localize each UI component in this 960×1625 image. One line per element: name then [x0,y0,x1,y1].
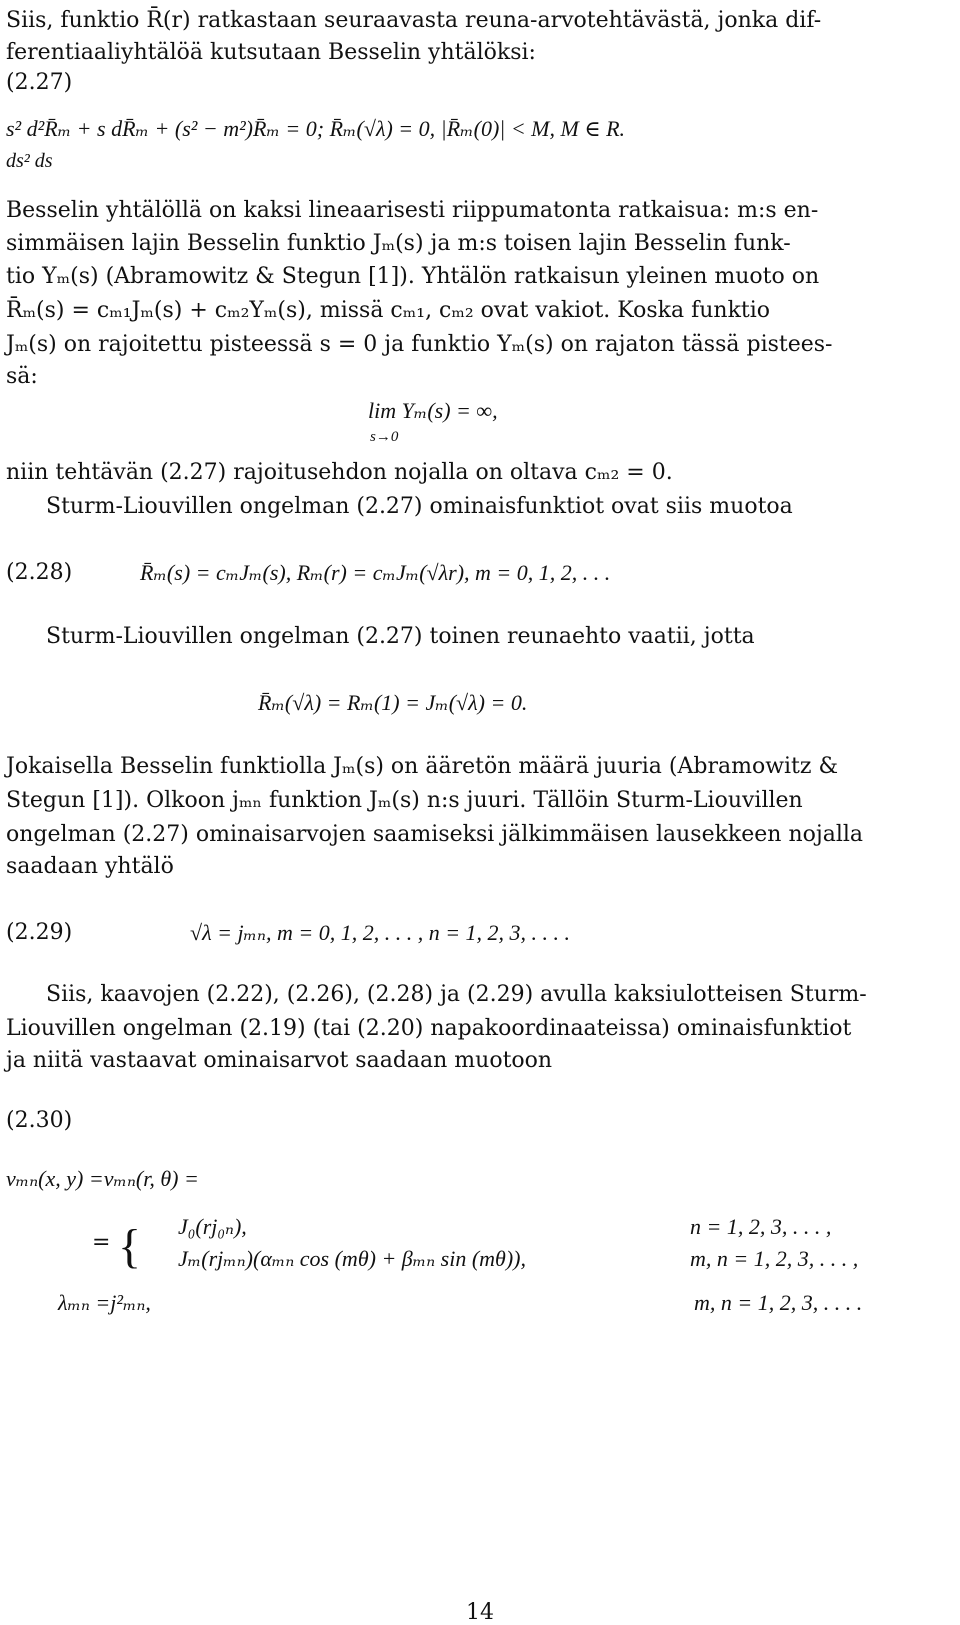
text-line: Siis, funktio R̄(r) ratkastaan seuraavasta reuna-arvotehtävästä, jonka dif- [6,8,822,33]
text-line: simmäisen lajin Besselin funktio Jₘ(s) ja m:s toisen lajin Besselin funk- [6,231,791,256]
text-line: R̄ₘ(s) = cₘ₁Jₘ(s) + cₘ₂Yₘ(s), missä cₘ₁, cₘ₂ ovat vakiot. Koska funktio [6,298,771,323]
case-1: J₀(rj₀ₙ), [178,1214,247,1239]
text-line: ferentiaaliyhtälöä kutsutaan Besselin yhtälöksi: [6,40,536,65]
case-1-condition: n = 1, 2, 3, . . . , [690,1214,832,1239]
eigenvalue-condition: m, n = 1, 2, 3, . . . . [694,1290,863,1315]
case-2: Jₘ(rjₘₙ)(αₘₙ cos (mθ) + βₘₙ sin (mθ)), [178,1246,527,1271]
equation-denominators: ds² ds [6,150,53,172]
text-line: saadaan yhtälö [6,854,174,879]
text-line: ja niitä vastaavat ominaisarvot saadaan muotoon [6,1048,553,1073]
equation-label: (2.27) [6,70,73,95]
brace-symbol: { [118,1220,142,1273]
text-line: Stegun [1]). Olkoon jₘₙ funktion Jₘ(s) n:s juuri. Tällöin Sturm-Liouvillen [6,788,803,813]
text-line: Jokaisella Besselin funktiolla Jₘ(s) on ääretön määrä juuria (Abramowitz & [6,754,839,779]
text-line: Siis, kaavojen (2.22), (2.26), (2.28) ja (2.29) avulla kaksiulotteisen Sturm- [46,982,867,1007]
paragraph-boundary: Sturm-Liouvillen ongelman (2.27) toinen reunaehto vaatii, jotta [46,624,755,649]
text-line: tio Yₘ(s) (Abramowitz & Stegun [1]). Yhtälön ratkaisun yleinen muoto on [6,264,820,289]
equation-subscript: s→0 [370,429,399,445]
equation-body: R̄ₘ(s) = cₘJₘ(s), Rₘ(r) = cₘJₘ(√λr), m = 0, 1, 2, . . . [140,560,611,585]
page-number: 14 [466,1600,494,1625]
text-line: Liouvillen ongelman (2.19) (tai (2.20) napakoordinaateissa) ominaisfunktiot [6,1016,852,1041]
text-line: Besselin yhtälöllä on kaksi lineaarisesti riippumatonta ratkaisua: m:s en- [6,198,819,223]
equation-body: s² d²R̄ₘ + s dR̄ₘ + (s² − m²)R̄ₘ = 0; R̄ₘ(√λ) = 0, |R̄ₘ(0)| < M, M ∈ R. [6,116,626,141]
equation-line: vₘₙ(x, y) =vₘₙ(r, θ) = [6,1166,199,1191]
text-line: Sturm-Liouvillen ongelman (2.27) ominaisfunktiot ovat siis muotoa [46,494,793,519]
equation-label: (2.29) [6,920,73,945]
equation-label: (2.28) [6,560,73,585]
text-line: sä: [6,364,38,389]
equation-body: √λ = jₘₙ, m = 0, 1, 2, . . . , n = 1, 2, 3, . . . . [190,920,571,945]
equation-body: lim Yₘ(s) = ∞, [368,398,498,423]
equals-sign: = [92,1230,111,1255]
equation-label: (2.30) [6,1108,73,1133]
case-2-condition: m, n = 1, 2, 3, . . . , [690,1246,859,1271]
text-line: niin tehtävän (2.27) rajoitusehdon nojalla on oltava cₘ₂ = 0. [6,460,673,485]
equation-boundary-condition: R̄ₘ(√λ) = Rₘ(1) = Jₘ(√λ) = 0. [258,690,528,715]
text-line: Jₘ(s) on rajoitettu pisteessä s = 0 ja funktio Yₘ(s) on rajaton tässä pistees- [6,332,833,357]
eigenvalue: λₘₙ =j²ₘₙ, [58,1290,151,1315]
text-line: ongelman (2.27) ominaisarvojen saamiseksi jälkimmäisen lausekkeen nojalla [6,822,864,847]
